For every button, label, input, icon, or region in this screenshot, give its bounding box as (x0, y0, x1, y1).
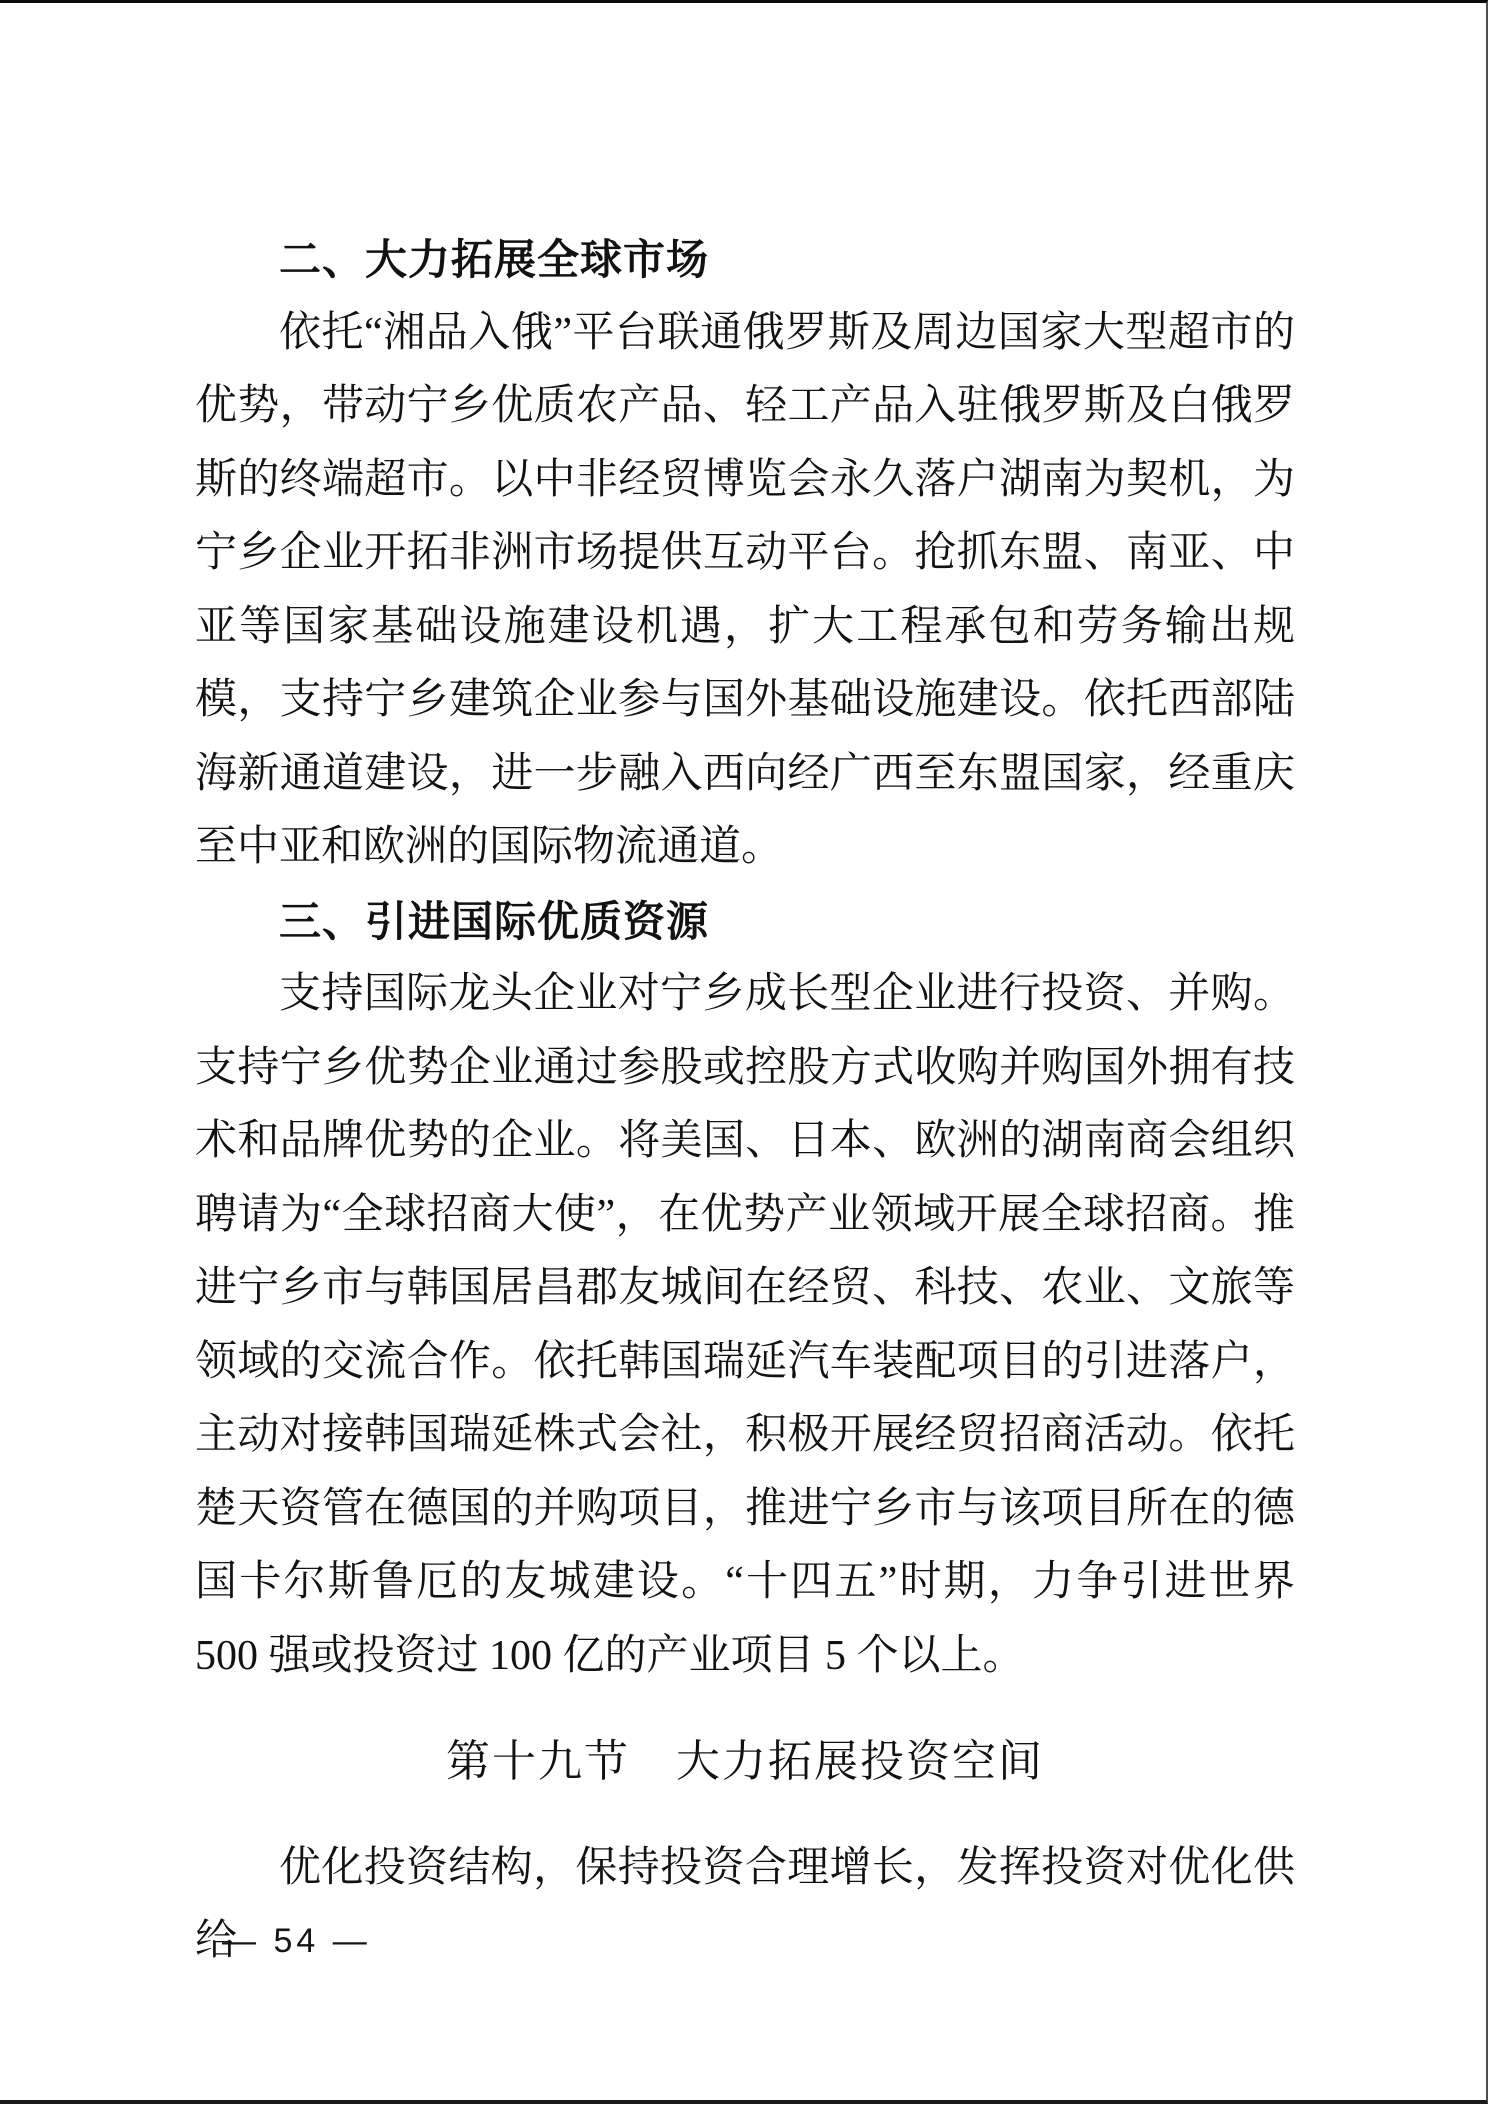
page-number: — 54 — (222, 1922, 371, 1960)
paragraph-global-market: 依托“湘品入俄”平台联通俄罗斯及周边国家大型超市的优势，带动宁乡优质农产品、轻工产品入驻俄罗斯及白俄罗斯的终端超市。以中非经贸博览会永久落户湖南为契机，为宁乡企业开拓非洲市场提供互动平台。抢抓东盟、南亚、中亚等国家基础设施建设机遇，扩大工程承包和劳务输出规模，支持宁乡建筑企业参与国外基础设施建设。依托西部陆海新通道建设，进一步融入西向经广西至东盟国家，经重庆至中亚和欧洲的国际物流通道。 (195, 309, 1295, 870)
page-content (195, 223, 1295, 1979)
paragraph-international-resources: 支持国际龙头企业对宁乡成长型企业进行投资、并购。支持宁乡优势企业通过参股或控股方式收购并购国外拥有技术和品牌优势的企业。将美国、日本、欧洲的湖南商会组织聘请为“全球招商大使”，在优势产业领域开展全球招商。推进宁乡市与韩国居昌郡友城间在经贸、科技、农业、文旅等领域的交流合作。依托韩国瑞延汽车装配项目的引进落户，主动对接韩国瑞延株式会社，积极开展经贸招商活动。依托楚天资管在德国的并购项目，推进宁乡市与该项目所在的德国卡尔斯鲁厄的友城建设。“十四五”时期，力争引进世界 500 强或投资过 100 亿的产业项目 5 个以上。 (195, 971, 1295, 1679)
heading-section-2-global-market: 二、大力拓展全球市场 (279, 236, 710, 283)
paragraph-investment-opening-line: 优化投资结构，保持投资合理增长，发挥投资对优化供给 (195, 1844, 1295, 1964)
chapter-title-section-19: 第十九节 大力拓展投资空间 (446, 1737, 1044, 1786)
heading-section-3-international-resources: 三、引进国际优质资源 (279, 897, 710, 945)
